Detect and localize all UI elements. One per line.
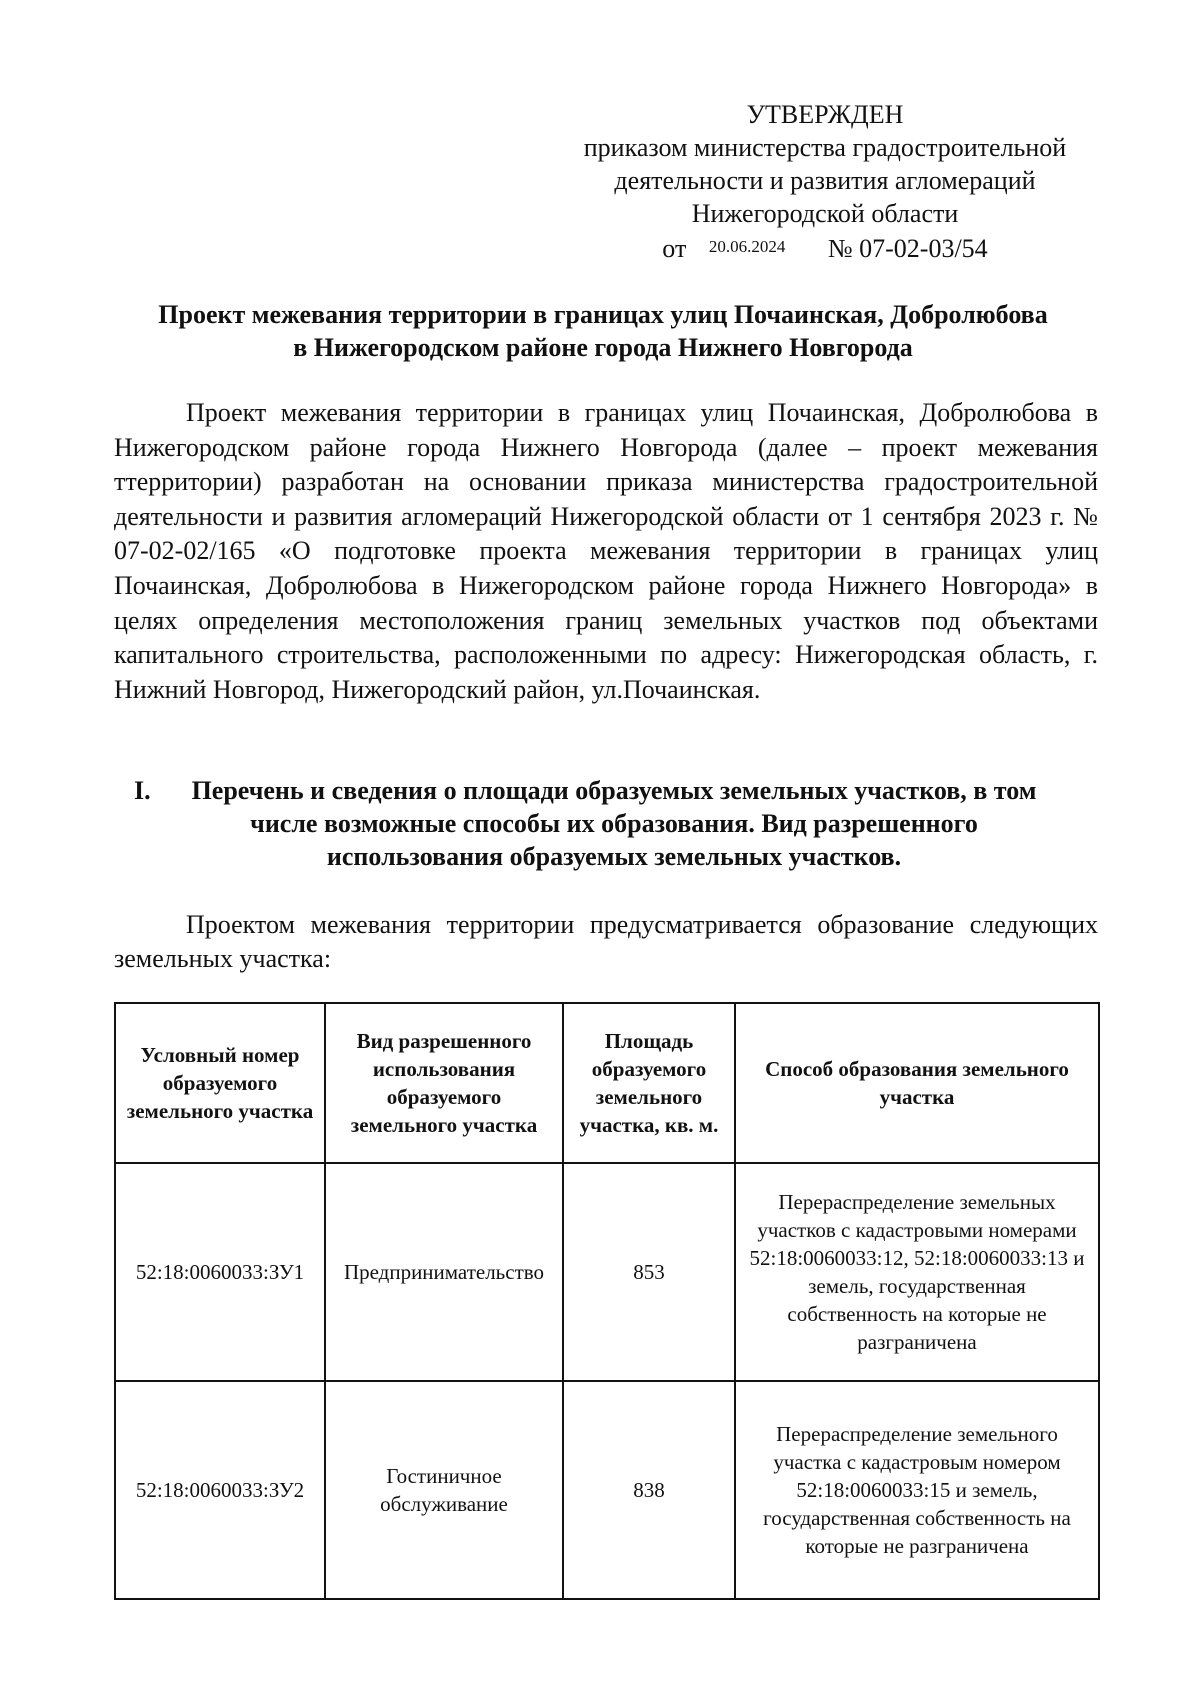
section-line-2: числе возможные способы их образования. Вид разрешенного: [250, 809, 978, 838]
cell-plot-number: 52:18:0060033:ЗУ2: [115, 1381, 325, 1599]
cell-formation-method: Перераспределение земельных участков с кадастровыми номерами 52:18:0060033:12, 52:18:0060033:13 и земель, государственная собственность на которые не разграничена: [735, 1163, 1099, 1381]
section-number: I.: [134, 776, 151, 805]
cell-area: 853: [563, 1163, 735, 1381]
approval-line-2: деятельности и развития агломераций: [614, 166, 1036, 195]
section-line-1: Перечень и сведения о площади образуемых земельных участков, в том: [191, 776, 1037, 805]
title-line-2: в Нижегородском районе города Нижнего Новгорода: [293, 333, 913, 362]
header-permitted-use: Вид разрешенного использования образуемого земельного участка: [325, 1003, 563, 1163]
approval-line-3: Нижегородской области: [691, 199, 959, 228]
cell-permitted-use: Предпринимательство: [325, 1163, 563, 1381]
cell-permitted-use: Гостиничное обслуживание: [325, 1381, 563, 1599]
header-plot-number: Условный номер образуемого земельного участка: [115, 1003, 325, 1163]
section-heading: [130, 774, 1098, 873]
title-line-1: Проект межевания территории в границах улиц Почаинская, Добролюбова: [158, 300, 1048, 329]
approval-number: № 07-02-03/54: [827, 234, 988, 263]
approval-heading: УТВЕРЖДЕН: [746, 100, 904, 129]
table-header-row: [115, 1003, 1099, 1163]
cell-formation-method: Перераспределение земельного участка с кадастровым номером 52:18:0060033:15 и земель, государственная собственность на которые не разграничена: [735, 1381, 1099, 1599]
cell-plot-number: 52:18:0060033:ЗУ1: [115, 1163, 325, 1381]
table-row: [115, 1381, 1099, 1599]
land-plots-table: [114, 1002, 1100, 1600]
lead-paragraph: Проектом межевания территории предусматривается образование следующих земельных участка:: [114, 910, 1098, 973]
intro-paragraph: Проект межевания территории в границах улиц Почаинская, Добролюбова в Нижегородском районе города Нижнего Новгорода (далее – проект межевания ттерритории) разработан на основании приказа министерства градостроительной деятельности и развития агломераций Нижегородской области от 1 сентября 2023 г. № 07-02-02/165 «О подготовке проекта межевания территории в границах улиц Почаинская, Добролюбова в Нижегородском районе города Нижнего Новгорода» в целях определения местоположения границ земельных участков под объектами капитального строительства, расположенными по адресу: Нижегородская область, г. Нижний Новгород, Нижегородский район, ул.Почаинская.: [114, 398, 1098, 704]
document-title: [108, 298, 1098, 364]
approval-date-prefix: от: [662, 234, 687, 263]
approval-line-1: приказом министерства градостроительной: [583, 133, 1067, 162]
table-row: [115, 1163, 1099, 1381]
header-formation-method: Способ образования земельного участка: [735, 1003, 1099, 1163]
approval-date-line: [560, 232, 1090, 268]
approval-stamp: [560, 98, 1090, 268]
header-area: Площадь образуемого земельного участка, кв. м.: [563, 1003, 735, 1163]
section-line-3: использования образуемых земельных участков.: [326, 842, 902, 871]
cell-area: 838: [563, 1381, 735, 1599]
approval-date: 20.06.2024: [708, 237, 786, 256]
